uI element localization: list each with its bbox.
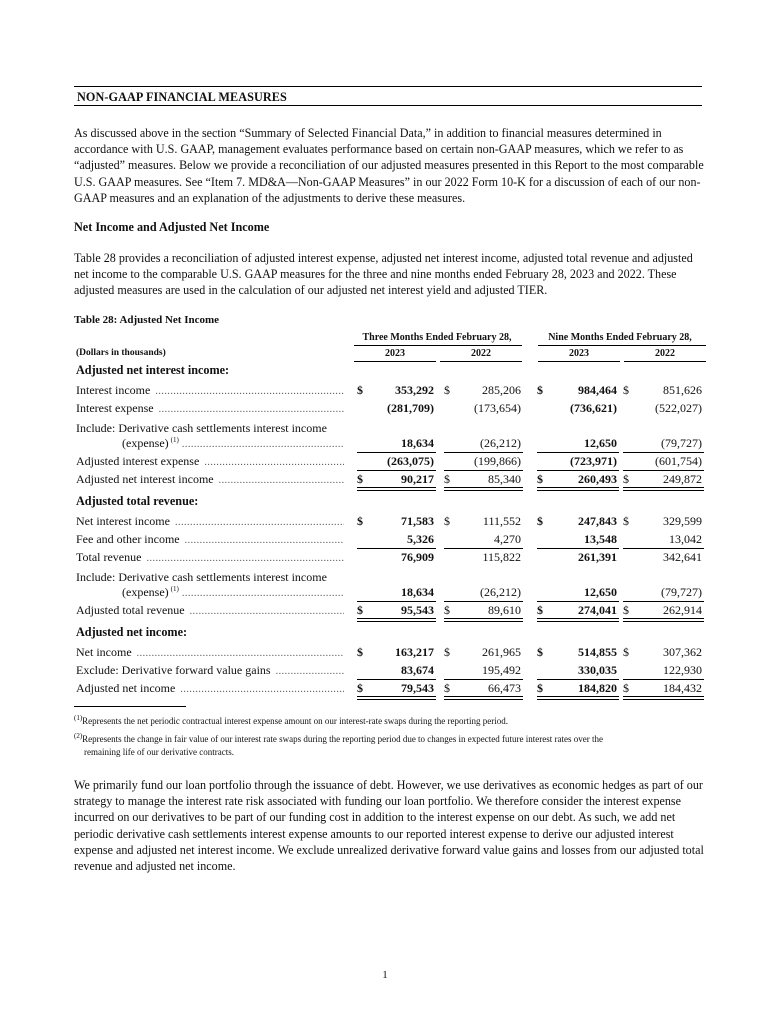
value-cell: (26,212) xyxy=(480,585,521,599)
value-cell: 76,909 xyxy=(401,550,434,564)
value-cell: (79,727) xyxy=(661,436,702,450)
value-cell: 353,292 xyxy=(395,383,434,397)
row-label-text: Total revenue xyxy=(76,550,142,564)
header-rule xyxy=(538,361,620,362)
currency-symbol: $ xyxy=(537,645,543,659)
row-label-text: Exclude: Derivative forward value gains xyxy=(76,663,271,677)
row-label-continued-text: (expense) xyxy=(122,436,169,450)
value-cell: (79,727) xyxy=(661,585,702,599)
subtotal-rule xyxy=(444,470,523,471)
total-double-rule xyxy=(444,618,523,622)
value-cell: (522,027) xyxy=(655,401,702,415)
row-label xyxy=(76,452,344,470)
value-cell: 163,217 xyxy=(395,645,434,659)
row-label-text: Interest expense xyxy=(76,401,154,415)
value-cell: 984,464 xyxy=(578,383,617,397)
value-cell: 514,855 xyxy=(578,645,617,659)
table-row xyxy=(74,570,706,602)
value-cell: 18,634 xyxy=(401,585,434,599)
footnote-text: Represents the change in fair value of our interest rate swaps during the reporting period due to changes in expected future interest rates over the xyxy=(82,734,603,744)
total-double-rule xyxy=(357,618,436,622)
table-row xyxy=(74,470,706,488)
row-label-text: Adjusted net income xyxy=(76,681,176,695)
row-label-text: Net interest income xyxy=(76,514,170,528)
value-cell: 274,041 xyxy=(578,603,617,617)
table-row xyxy=(74,452,706,470)
subtotal-rule xyxy=(444,601,523,602)
row-label xyxy=(76,661,344,679)
footnote-1 xyxy=(74,715,704,728)
currency-symbol: $ xyxy=(537,681,543,695)
header-rule xyxy=(354,361,436,362)
currency-symbol: $ xyxy=(537,603,543,617)
value-cell: 89,610 xyxy=(488,603,521,617)
value-cell: (199,866) xyxy=(474,454,521,468)
closing-paragraph: We primarily fund our loan portfolio through the issuance of debt. However, we use derivatives as economic hedges as part of our strategy to manage the interest rate risk associated with funding our loan portfolio. We therefore consider the interest expense incurred on our derivatives to be part of our funding cost in addition to the interest expense on our debt. As such, we add net periodic derivative cash settlements interest expense amounts to our reported interest expense to derive our adjusted interest expense and adjusted net interest income. We exclude unrealized derivative forward value gains and losses from our adjusted total revenue and adjusted net income. xyxy=(74,778,704,874)
year-header: 2023 xyxy=(385,348,405,359)
group-title: Adjusted net income: xyxy=(76,625,188,639)
currency-symbol: $ xyxy=(537,383,543,397)
footnote-text-continued: remaining life of our derivative contracts. xyxy=(84,747,234,757)
subtotal-rule xyxy=(537,601,619,602)
value-cell: 184,432 xyxy=(663,681,702,695)
value-cell: 66,473 xyxy=(488,681,521,695)
subtotal-rule xyxy=(357,470,436,471)
row-label-text: Fee and other income xyxy=(76,532,180,546)
row-label-text: Adjusted net interest income xyxy=(76,472,214,486)
total-double-rule xyxy=(623,487,704,491)
subtotal-rule xyxy=(357,548,436,549)
value-cell: 260,493 xyxy=(578,472,617,486)
row-label xyxy=(76,530,344,548)
value-cell: 329,599 xyxy=(663,514,702,528)
row-label xyxy=(76,548,344,566)
currency-symbol: $ xyxy=(623,603,629,617)
row-label: Include: Derivative cash settlements interest income xyxy=(76,570,327,584)
value-cell: 851,626 xyxy=(663,383,702,397)
value-cell: 249,872 xyxy=(663,472,702,486)
table-row xyxy=(74,548,706,566)
currency-symbol: $ xyxy=(357,383,363,397)
table-row xyxy=(74,601,706,619)
subtotal-rule xyxy=(537,679,619,680)
value-cell: 18,634 xyxy=(401,436,434,450)
header-rule xyxy=(538,345,706,346)
currency-symbol: $ xyxy=(537,514,543,528)
footnote-marker: (1) xyxy=(74,714,83,722)
total-double-rule xyxy=(357,696,436,700)
units-label: (Dollars in thousands) xyxy=(76,348,166,358)
value-cell: 342,641 xyxy=(663,550,702,564)
value-cell: 261,391 xyxy=(578,550,617,564)
value-cell: 85,340 xyxy=(488,472,521,486)
table-row xyxy=(74,530,706,548)
total-double-rule xyxy=(623,696,704,700)
value-cell: (263,075) xyxy=(387,454,434,468)
table-row xyxy=(74,421,706,453)
value-cell: 195,492 xyxy=(482,663,521,677)
group-title: Adjusted net interest income: xyxy=(76,363,230,377)
currency-symbol: $ xyxy=(623,514,629,528)
value-cell: 5,326 xyxy=(407,532,434,546)
group-title: Adjusted total revenue: xyxy=(76,494,199,508)
value-cell: 13,548 xyxy=(584,532,617,546)
row-label-text: Adjusted total revenue xyxy=(76,603,185,617)
row-label xyxy=(76,601,344,619)
table-title: Table 28: Adjusted Net Income xyxy=(74,314,220,326)
value-cell: 83,674 xyxy=(401,663,434,677)
currency-symbol: $ xyxy=(623,383,629,397)
value-cell: (26,212) xyxy=(480,436,521,450)
total-double-rule xyxy=(537,696,619,700)
currency-symbol: $ xyxy=(357,681,363,695)
value-cell: (173,654) xyxy=(474,401,521,415)
value-cell: 184,820 xyxy=(578,681,617,695)
currency-symbol: $ xyxy=(357,472,363,486)
value-cell: 12,650 xyxy=(584,436,617,450)
period-header-three-months: Three Months Ended February 28, xyxy=(362,332,512,343)
table-row xyxy=(74,643,706,661)
subheading: Net Income and Adjusted Net Income xyxy=(74,220,270,234)
value-cell: 13,042 xyxy=(669,532,702,546)
value-cell: 12,650 xyxy=(584,585,617,599)
value-cell: (723,971) xyxy=(570,454,617,468)
value-cell: (601,754) xyxy=(655,454,702,468)
row-label-text: Adjusted interest expense xyxy=(76,454,200,468)
currency-symbol: $ xyxy=(444,472,450,486)
subtotal-rule xyxy=(537,452,619,453)
row-label-continued-text: (expense) xyxy=(122,585,169,599)
value-cell: 95,543 xyxy=(401,603,434,617)
total-double-rule xyxy=(537,618,619,622)
row-label-text: Net income xyxy=(76,645,132,659)
footnote-separator xyxy=(74,706,186,707)
currency-symbol: $ xyxy=(357,514,363,528)
currency-symbol: $ xyxy=(357,645,363,659)
header-rule xyxy=(354,345,522,346)
subtotal-rule xyxy=(623,548,704,549)
value-cell: 4,270 xyxy=(494,532,521,546)
subtotal-rule xyxy=(623,452,704,453)
period-header-nine-months: Nine Months Ended February 28, xyxy=(548,332,692,343)
total-double-rule xyxy=(357,487,436,491)
value-cell: 307,362 xyxy=(663,645,702,659)
page-number: 1 xyxy=(382,969,388,981)
value-cell: (281,709) xyxy=(387,401,434,415)
row-label xyxy=(76,470,344,488)
footnote-marker: (1) xyxy=(170,436,179,444)
currency-symbol: $ xyxy=(444,645,450,659)
currency-symbol: $ xyxy=(537,472,543,486)
subtotal-rule xyxy=(444,452,523,453)
currency-symbol: $ xyxy=(444,383,450,397)
total-double-rule xyxy=(444,487,523,491)
table-row xyxy=(74,381,706,399)
value-cell: 90,217 xyxy=(401,472,434,486)
header-rule xyxy=(624,361,706,362)
subtotal-rule xyxy=(537,548,619,549)
value-cell: 71,583 xyxy=(401,514,434,528)
row-label xyxy=(76,643,344,661)
subtotal-rule xyxy=(623,470,704,471)
total-double-rule xyxy=(444,696,523,700)
footnote-marker: (1) xyxy=(170,585,179,593)
intro-paragraph: As discussed above in the section “Summary of Selected Financial Data,” in addition to financial measures determined in accordance with U.S. GAAP, management evaluates performance based on certain non-GAAP measures, which we refer to as “adjusted” measures. Below we provide a reconciliation of our adjusted measures presented in this Report to the most comparable U.S. GAAP measures. See “Item 7. MD&A—Non-GAAP Measures” in our 2022 Form 10-K for a discussion of each of our non-GAAP measures and an explanation of the adjustments to derive these measures. xyxy=(74,126,704,205)
year-header: 2022 xyxy=(471,348,491,359)
subtotal-rule xyxy=(444,679,523,680)
row-label xyxy=(76,399,344,417)
value-cell: 111,552 xyxy=(482,514,521,528)
value-cell: 247,843 xyxy=(578,514,617,528)
row-label-continued xyxy=(76,434,344,452)
value-cell: 262,914 xyxy=(663,603,702,617)
row-label-continued xyxy=(76,583,344,601)
subtotal-rule xyxy=(357,601,436,602)
value-cell: (736,621) xyxy=(570,401,617,415)
currency-symbol: $ xyxy=(357,603,363,617)
year-header: 2022 xyxy=(655,348,675,359)
row-label xyxy=(76,679,344,697)
value-cell: 330,035 xyxy=(578,663,617,677)
footnote-2 xyxy=(74,733,704,759)
currency-symbol: $ xyxy=(444,514,450,528)
table-row xyxy=(74,512,706,530)
table-intro-paragraph: Table 28 provides a reconciliation of adjusted interest expense, adjusted net interest income, adjusted total revenue and adjusted net income to the comparable U.S. GAAP measures for the three and nine months ended February 28, 2023 and 2022. These adjusted measures are used in the calculation of our adjusted net interest yield and adjusted TIER. xyxy=(74,251,693,298)
currency-symbol: $ xyxy=(444,681,450,695)
currency-symbol: $ xyxy=(623,645,629,659)
currency-symbol: $ xyxy=(623,681,629,695)
header-rule xyxy=(440,361,522,362)
value-cell: 115,822 xyxy=(482,550,521,564)
subtotal-rule xyxy=(623,601,704,602)
currency-symbol: $ xyxy=(444,603,450,617)
value-cell: 261,965 xyxy=(482,645,521,659)
table-row xyxy=(74,679,706,697)
table-row xyxy=(74,661,706,679)
footnote-marker: (2) xyxy=(74,732,83,740)
subtotal-rule xyxy=(357,452,436,453)
subtotal-rule xyxy=(357,679,436,680)
subtotal-rule xyxy=(623,679,704,680)
currency-symbol: $ xyxy=(623,472,629,486)
adjusted-net-income-table xyxy=(74,330,706,705)
value-cell: 122,930 xyxy=(663,663,702,677)
year-header: 2023 xyxy=(569,348,589,359)
value-cell: 285,206 xyxy=(482,383,521,397)
section-title: NON-GAAP FINANCIAL MEASURES xyxy=(74,86,702,106)
footnote-text: Represents the net periodic contractual interest expense amount on our interest-rate swaps during the reporting period. xyxy=(82,716,509,726)
table-row xyxy=(74,399,706,417)
row-label xyxy=(76,512,344,530)
total-double-rule xyxy=(623,618,704,622)
row-label: Include: Derivative cash settlements interest income xyxy=(76,421,327,435)
row-label xyxy=(76,381,344,399)
total-double-rule xyxy=(537,487,619,491)
value-cell: 79,543 xyxy=(401,681,434,695)
subtotal-rule xyxy=(537,470,619,471)
row-label-text: Interest income xyxy=(76,383,151,397)
subtotal-rule xyxy=(444,548,523,549)
